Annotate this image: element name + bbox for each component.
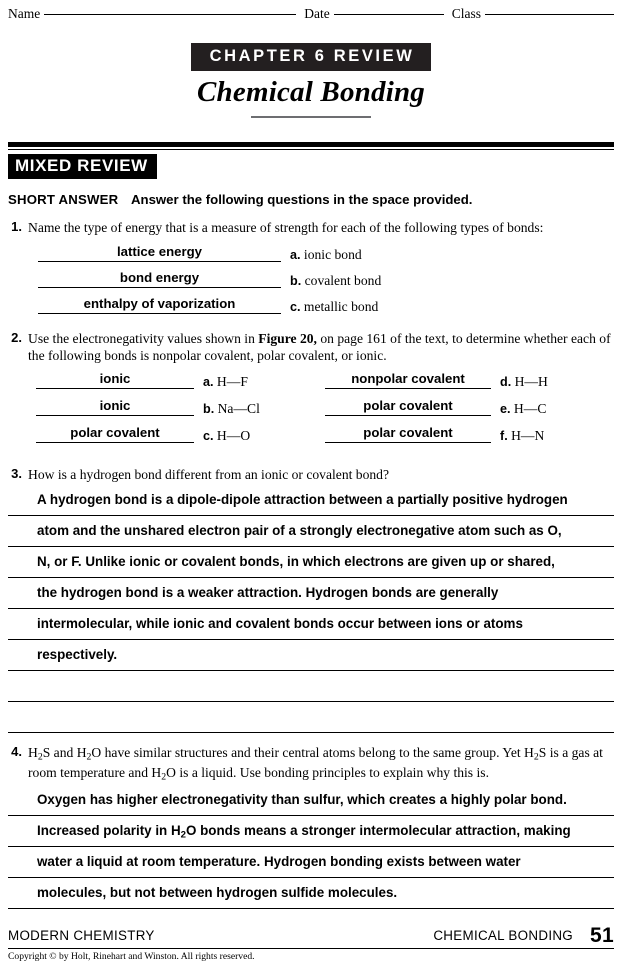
answer-blank[interactable]: ionic xyxy=(36,372,194,389)
copyright-notice: Copyright © by Holt, Rinehart and Winston. All rights reserved. xyxy=(8,951,255,962)
chapter-banner xyxy=(191,43,432,71)
answer-line-blank[interactable] xyxy=(8,706,614,733)
footer-book-title: MODERN CHEMISTRY xyxy=(8,927,155,943)
match-text: covalent bond xyxy=(304,272,382,288)
question-2-answers xyxy=(8,372,614,452)
match-letter: a. xyxy=(203,374,214,389)
student-info-row xyxy=(8,0,614,22)
question-3-answer-lines xyxy=(8,489,614,733)
answer-line[interactable]: atom and the unshared electron pair of a strongly electronegative atom such as O, xyxy=(8,520,614,547)
question-2-number: 2. xyxy=(11,329,22,345)
answer-blank[interactable]: nonpolar covalent xyxy=(325,372,491,389)
question-3 xyxy=(8,466,614,483)
answer-blank[interactable]: polar covalent xyxy=(325,426,491,443)
mixed-review-badge: MIXED REVIEW xyxy=(8,154,157,179)
answer-line-blank[interactable] xyxy=(8,675,614,702)
answer-blank[interactable]: polar covalent xyxy=(325,399,491,416)
match-row xyxy=(319,372,622,389)
answer-line[interactable]: Oxygen has higher electronegativity than sulfur, which creates a highly polar bond. xyxy=(8,789,614,816)
answer-line[interactable]: respectively. xyxy=(8,644,614,671)
question-2-prompt xyxy=(28,330,614,365)
mixed-review-wrap xyxy=(8,150,614,179)
title-underline-rule xyxy=(251,116,371,118)
question-2-left-column xyxy=(8,372,311,452)
class-field-rule[interactable] xyxy=(485,14,614,15)
question-1-number: 1. xyxy=(11,219,22,235)
match-letter: b. xyxy=(203,401,215,416)
answer-blank[interactable]: ionic xyxy=(36,399,194,416)
footer-right-group xyxy=(433,922,614,946)
match-text: H—F xyxy=(216,373,248,389)
match-row xyxy=(8,245,614,262)
answer-line[interactable]: molecules, but not between hydrogen sulfide molecules. xyxy=(8,882,614,909)
match-row xyxy=(319,399,622,416)
match-item xyxy=(290,247,362,263)
question-2-prompt-part2: on page 161 of the text, to determine whether each of the following bonds is nonpolar covalent, polar covalent, or ionic. xyxy=(28,330,611,363)
answer-line[interactable]: water a liquid at room temperature. Hydrogen bonding exists between water xyxy=(8,851,614,878)
match-letter: f. xyxy=(500,428,508,443)
match-text: H—O xyxy=(216,427,251,443)
page-footer xyxy=(8,922,614,962)
match-text: H—N xyxy=(511,427,545,443)
match-row xyxy=(8,399,311,416)
match-item xyxy=(290,273,381,289)
date-label: Date xyxy=(304,6,330,21)
chapter-word: CHAPTER xyxy=(209,47,308,65)
match-row xyxy=(8,297,614,314)
match-letter: c. xyxy=(290,299,301,314)
answer-blank[interactable]: bond energy xyxy=(38,271,281,288)
answer-line[interactable]: the hydrogen bond is a weaker attraction. Hydrogen bonds are generally xyxy=(8,582,614,609)
question-1 xyxy=(8,219,614,236)
match-item xyxy=(203,428,250,444)
match-text: Na—Cl xyxy=(217,400,260,416)
match-row xyxy=(319,426,622,443)
answer-blank[interactable]: lattice energy xyxy=(38,245,281,262)
match-text: ionic bond xyxy=(303,247,362,263)
match-letter: c. xyxy=(203,428,214,443)
question-4 xyxy=(8,744,614,784)
match-text: metallic bond xyxy=(303,298,379,314)
match-item xyxy=(500,428,544,444)
footer-chapter-title: CHEMICAL BONDING xyxy=(433,927,574,943)
question-4-number: 4. xyxy=(11,743,22,759)
short-answer-instruction: Answer the following questions in the space provided. xyxy=(131,192,473,208)
answer-line[interactable]: A hydrogen bond is a dipole-dipole attraction between a partially positive hydrogen xyxy=(8,489,614,516)
answer-line[interactable]: Increased polarity in $H_2O$ bonds means a stronger intermolecular attraction, making xyxy=(8,820,614,847)
page-number: 51 xyxy=(590,923,614,947)
date-field-rule[interactable] xyxy=(334,14,444,15)
match-text: H—H xyxy=(514,373,548,389)
match-item xyxy=(500,374,548,390)
match-row xyxy=(8,271,614,288)
match-row xyxy=(8,372,311,389)
match-item xyxy=(203,401,260,417)
answer-line[interactable]: N, or F. Unlike ionic or covalent bonds, in which electrons are given up or shared, xyxy=(8,551,614,578)
name-label: Name xyxy=(8,6,41,21)
question-1-answers xyxy=(8,245,614,313)
match-item xyxy=(290,299,378,315)
match-letter: e. xyxy=(500,401,511,416)
figure-reference: Figure 20, xyxy=(258,330,317,346)
question-4-answer-lines xyxy=(8,789,614,909)
question-1-prompt: Name the type of energy that is a measure of strength for each of the following types of bonds: xyxy=(28,220,544,236)
name-field-rule[interactable] xyxy=(44,14,296,15)
match-row xyxy=(8,426,311,443)
match-item xyxy=(203,374,248,390)
class-label: Class xyxy=(451,6,481,21)
answer-line[interactable]: intermolecular, while ionic and covalent bonds occur between ions or atoms xyxy=(8,613,614,640)
footer-rule xyxy=(8,948,614,949)
answer-blank[interactable]: polar covalent xyxy=(36,426,194,443)
footer-row xyxy=(8,922,614,948)
review-word: REVIEW xyxy=(333,47,415,65)
question-4-prompt: $H_2S$ and $H_2O$ have similar structures and their central atoms belong to the same group. Yet $H_2S$ is a gas at room temperature and $H_2O$ is a liquid. Use bonding principles to explain why this is. xyxy=(28,744,603,783)
question-2-right-column xyxy=(311,372,622,452)
answer-blank[interactable]: enthalpy of vaporization xyxy=(38,297,281,314)
short-answer-label: SHORT ANSWER xyxy=(8,192,119,208)
match-item xyxy=(500,401,546,417)
short-answer-heading xyxy=(8,192,614,207)
section-rule-thick xyxy=(8,142,614,147)
page-title: Chemical Bonding xyxy=(197,76,425,108)
question-3-number: 3. xyxy=(11,465,22,481)
question-2 xyxy=(8,330,614,365)
match-text: H—C xyxy=(513,400,547,416)
question-3-prompt: How is a hydrogen bond different from an ionic or covalent bond? xyxy=(28,466,390,482)
question-2-prompt-part1: Use the electronegativity values shown in xyxy=(28,330,259,346)
match-letter: d. xyxy=(500,374,512,389)
match-letter: a. xyxy=(290,248,301,263)
chapter-banner-wrap xyxy=(8,43,614,71)
chapter-number: 6 xyxy=(314,47,327,65)
match-letter: b. xyxy=(290,273,302,288)
